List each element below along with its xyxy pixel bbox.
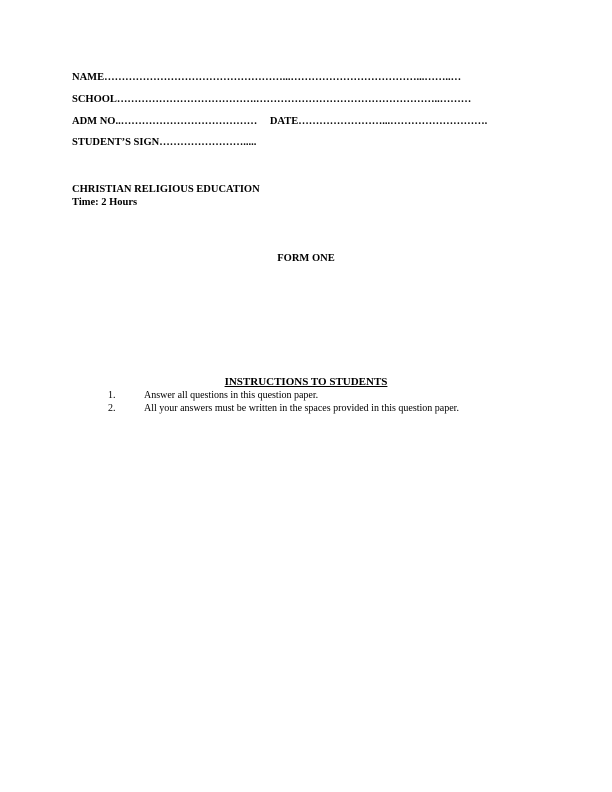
- instruction-text: Answer all questions in this question paper.: [144, 390, 319, 401]
- instruction-number: 2.: [108, 402, 116, 414]
- student-sign-field: STUDENT’S SIGN…………………….....: [72, 137, 257, 148]
- adm-date-row: [72, 116, 487, 127]
- instruction-text: All your answers must be written in the spaces provided in this question paper.: [144, 402, 459, 414]
- name-field: NAME……………………………………………...………………………………...……..…: [72, 72, 462, 83]
- school-field: SCHOOL………………………………….……………………………………………..………: [72, 94, 472, 105]
- form-level: FORM ONE: [277, 253, 335, 264]
- date-field: DATE……………………...……………………….: [269, 116, 488, 127]
- time-allowed: Time: 2 Hours: [72, 197, 138, 208]
- list-item: [108, 403, 459, 416]
- instruction-number: 1.: [108, 390, 116, 401]
- adm-no-field: ADM NO..…………………………………: [72, 116, 258, 127]
- subject-title: CHRISTIAN RELIGIOUS EDUCATION: [72, 184, 260, 195]
- instructions-heading: INSTRUCTIONS TO STUDENTS: [224, 376, 388, 388]
- instructions-list: [108, 390, 459, 415]
- list-item: [108, 390, 459, 403]
